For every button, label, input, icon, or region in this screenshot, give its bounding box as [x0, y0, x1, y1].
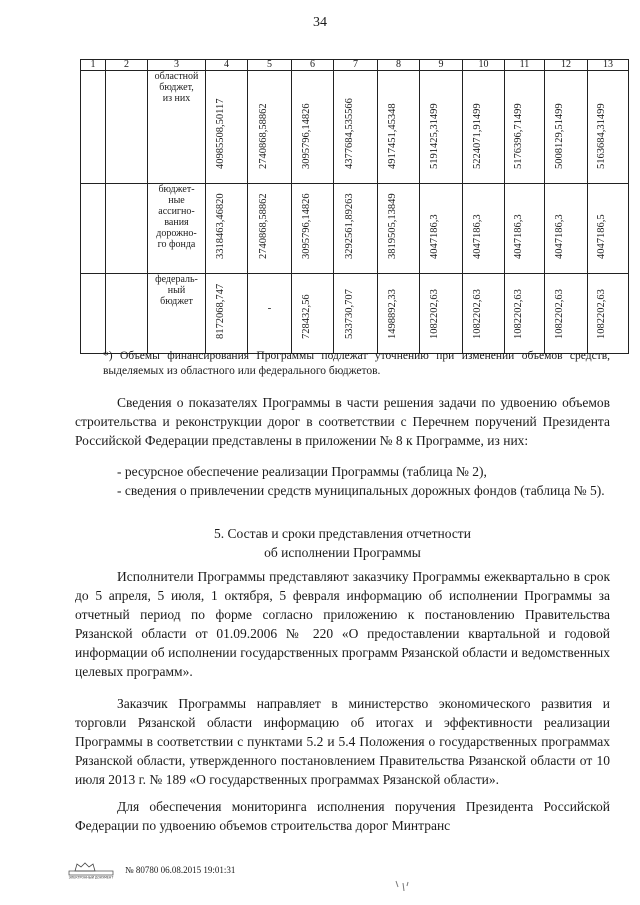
row-label-line: дорожно-: [156, 228, 197, 239]
row-label-line: бюджет: [160, 296, 193, 307]
bullet-resource-support: - ресурсное обеспечение реализации Программы (таблица № 2),: [117, 464, 487, 479]
cell-value: 2740868,58862: [257, 193, 269, 259]
cell-value: 5191425,31499: [429, 103, 440, 169]
value-cell: [206, 274, 248, 354]
row-label-line: вания: [164, 217, 189, 228]
registration-stamp: № 80780 06.08.2015 19:01:31: [125, 865, 236, 875]
column-header: 1: [81, 60, 106, 71]
column-header: 11: [505, 60, 545, 71]
value-cell: [292, 71, 334, 184]
value-cell: [545, 274, 588, 354]
column-header: 3: [148, 60, 206, 71]
paragraph-reporting: Исполнители Программы представляют заказчику Программы ежеквартально в срок до 5 апреля, 5 июля, 1 октября, 5 февраля информацию об исполнении Программы за отчетный период по форме согласно приложению к постановлению Правительства Рязанской области от 01.09.2006 № 220 «О предоставлении квартальной и годовой информации об исполнении государственных программ Рязанской области и ведомственных целевых программ».: [75, 569, 610, 679]
empty-cell: [106, 274, 148, 354]
paragraph-customer: Заказчик Программы направляет в министерство экономического развития и торговли Рязанской области информацию об итогах и эффективности реализации Программы в соответствии с пунктами 5.2 и 5.4 Положения о государственных программах Рязанской области, утвержденного постановлением Правительства Рязанской области от 10 июля 2013 г. № 189 «О государственных программах Рязанской области».: [75, 696, 610, 787]
row-label-line: ные: [168, 195, 185, 206]
row-label-line: из них: [162, 93, 191, 104]
paragraph-monitoring: Для обеспечения мониторинга исполнения поручения Президента Российской Федерации по удвоению объемов строительства дорог Минтранс: [75, 799, 610, 833]
cell-value: 5163684,31499: [596, 103, 607, 169]
empty-cell: [106, 184, 148, 274]
electronic-document-logo: [67, 861, 117, 879]
cell-value: 4047186,5: [596, 214, 607, 259]
column-header: 6: [292, 60, 334, 71]
row-label-line: ассигно-: [158, 206, 195, 217]
empty-cell: [81, 71, 106, 184]
cell-value: 5176396,71499: [512, 103, 524, 169]
cell-value: 533730,707: [343, 289, 355, 339]
row-label: [148, 71, 206, 184]
row-label: [148, 274, 206, 354]
cell-value: 4047186,3: [471, 214, 483, 259]
value-cell: [420, 184, 463, 274]
page-number: 34: [313, 15, 327, 30]
logo-caption: ЭЛЕКТРОННЫЙ ДОКУМЕНТ: [68, 875, 114, 879]
value-cell: [292, 184, 334, 274]
row-label-line: бюджет,: [159, 82, 194, 93]
section-title-line-1: 5. Состав и сроки представления отчетности: [214, 526, 471, 541]
empty-cell: [81, 184, 106, 274]
cell-value: 40985508,50117: [214, 98, 226, 169]
cell-value: 1498892,33: [386, 289, 398, 339]
cell-value: 4377684,535566: [343, 98, 355, 169]
row-label-line: федераль-: [155, 274, 198, 285]
cell-value: 1082202,63: [471, 289, 483, 339]
column-header: 7: [334, 60, 378, 71]
value-cell: [292, 274, 334, 354]
table-row: [81, 274, 629, 354]
column-header: 10: [463, 60, 505, 71]
row-label-line: ный: [167, 285, 186, 296]
cell-value: 3292561,89263: [343, 193, 355, 259]
cell-value: 4047186,3: [512, 214, 524, 259]
value-cell: [463, 274, 505, 354]
cell-value: 8172068,747: [214, 283, 226, 339]
value-cell: [378, 274, 420, 354]
cell-value: 5008129,51499: [554, 103, 565, 169]
cell-value: 1082202,63: [429, 289, 440, 339]
value-cell: [248, 71, 292, 184]
value-cell: [588, 184, 629, 274]
cell-value: 3318463,46820: [214, 193, 226, 259]
value-cell: [248, 184, 292, 274]
row-label: [148, 184, 206, 274]
scan-mark: [394, 879, 414, 896]
row-label-line: областной: [154, 71, 199, 82]
value-cell: [334, 184, 378, 274]
cell-value: 728432,56: [300, 294, 312, 339]
cell-value: 5224071,91499: [471, 103, 483, 169]
cell-value: 4917451,45348: [386, 103, 398, 169]
value-cell: [206, 71, 248, 184]
column-header: 2: [106, 60, 148, 71]
value-cell: [588, 274, 629, 354]
value-cell: [378, 184, 420, 274]
empty-cell: [81, 274, 106, 354]
column-header: 9: [420, 60, 463, 71]
column-header: 12: [545, 60, 588, 71]
bullet-municipal-funds: - сведения о привлечении средств муниципальных дорожных фондов (таблица № 5).: [117, 483, 605, 498]
value-cell: [420, 71, 463, 184]
table-header-row: [81, 60, 629, 71]
column-header: 13: [588, 60, 629, 71]
column-header: 4: [206, 60, 248, 71]
cell-value: 3095796,14826: [300, 193, 312, 259]
value-cell: [463, 71, 505, 184]
cell-value: 4047186,3: [554, 214, 565, 259]
cell-value: -: [267, 302, 272, 314]
cell-value: 3095796,14826: [300, 103, 312, 169]
value-cell: [420, 274, 463, 354]
value-cell: [334, 274, 378, 354]
value-cell: [505, 274, 545, 354]
column-header: 8: [378, 60, 420, 71]
empty-cell: [106, 71, 148, 184]
value-cell: [206, 184, 248, 274]
table-row: [81, 184, 629, 274]
cell-value: 2740868,58862: [257, 103, 269, 169]
footnote: *) Объемы финансирования Программы подлежат уточнению при изменении объемов средств, выделяемых из областного или федерального бюджетов.: [103, 350, 610, 377]
cell-value: 3819505,13849: [386, 193, 398, 259]
value-cell: [545, 184, 588, 274]
cell-value: 4047186,3: [429, 214, 440, 259]
table-row: [81, 71, 629, 184]
cell-value: 1082202,63: [512, 289, 524, 339]
value-cell: [378, 71, 420, 184]
row-label-line: го фонда: [157, 239, 196, 250]
value-cell: [463, 184, 505, 274]
value-cell: [545, 71, 588, 184]
value-cell: [505, 184, 545, 274]
cell-value: 1082202,63: [596, 289, 607, 339]
cell-value: 1082202,63: [554, 289, 565, 339]
section-title-line-2: об исполнении Программы: [264, 545, 421, 560]
value-cell: [588, 71, 629, 184]
row-label-line: бюджет-: [158, 184, 195, 195]
value-cell: [334, 71, 378, 184]
column-header: 5: [248, 60, 292, 71]
footer: [67, 861, 235, 879]
budget-table: [80, 59, 629, 354]
paragraph-indicators: Сведения о показателях Программы в части решения задачи по удвоению объемов строительства и реконструкции дорог в соответствии с Перечнем поручений Президента Российской Федерации представлены в приложении № 8 к Программе, из них:: [75, 395, 610, 448]
value-cell: [505, 71, 545, 184]
value-cell: [248, 274, 292, 354]
